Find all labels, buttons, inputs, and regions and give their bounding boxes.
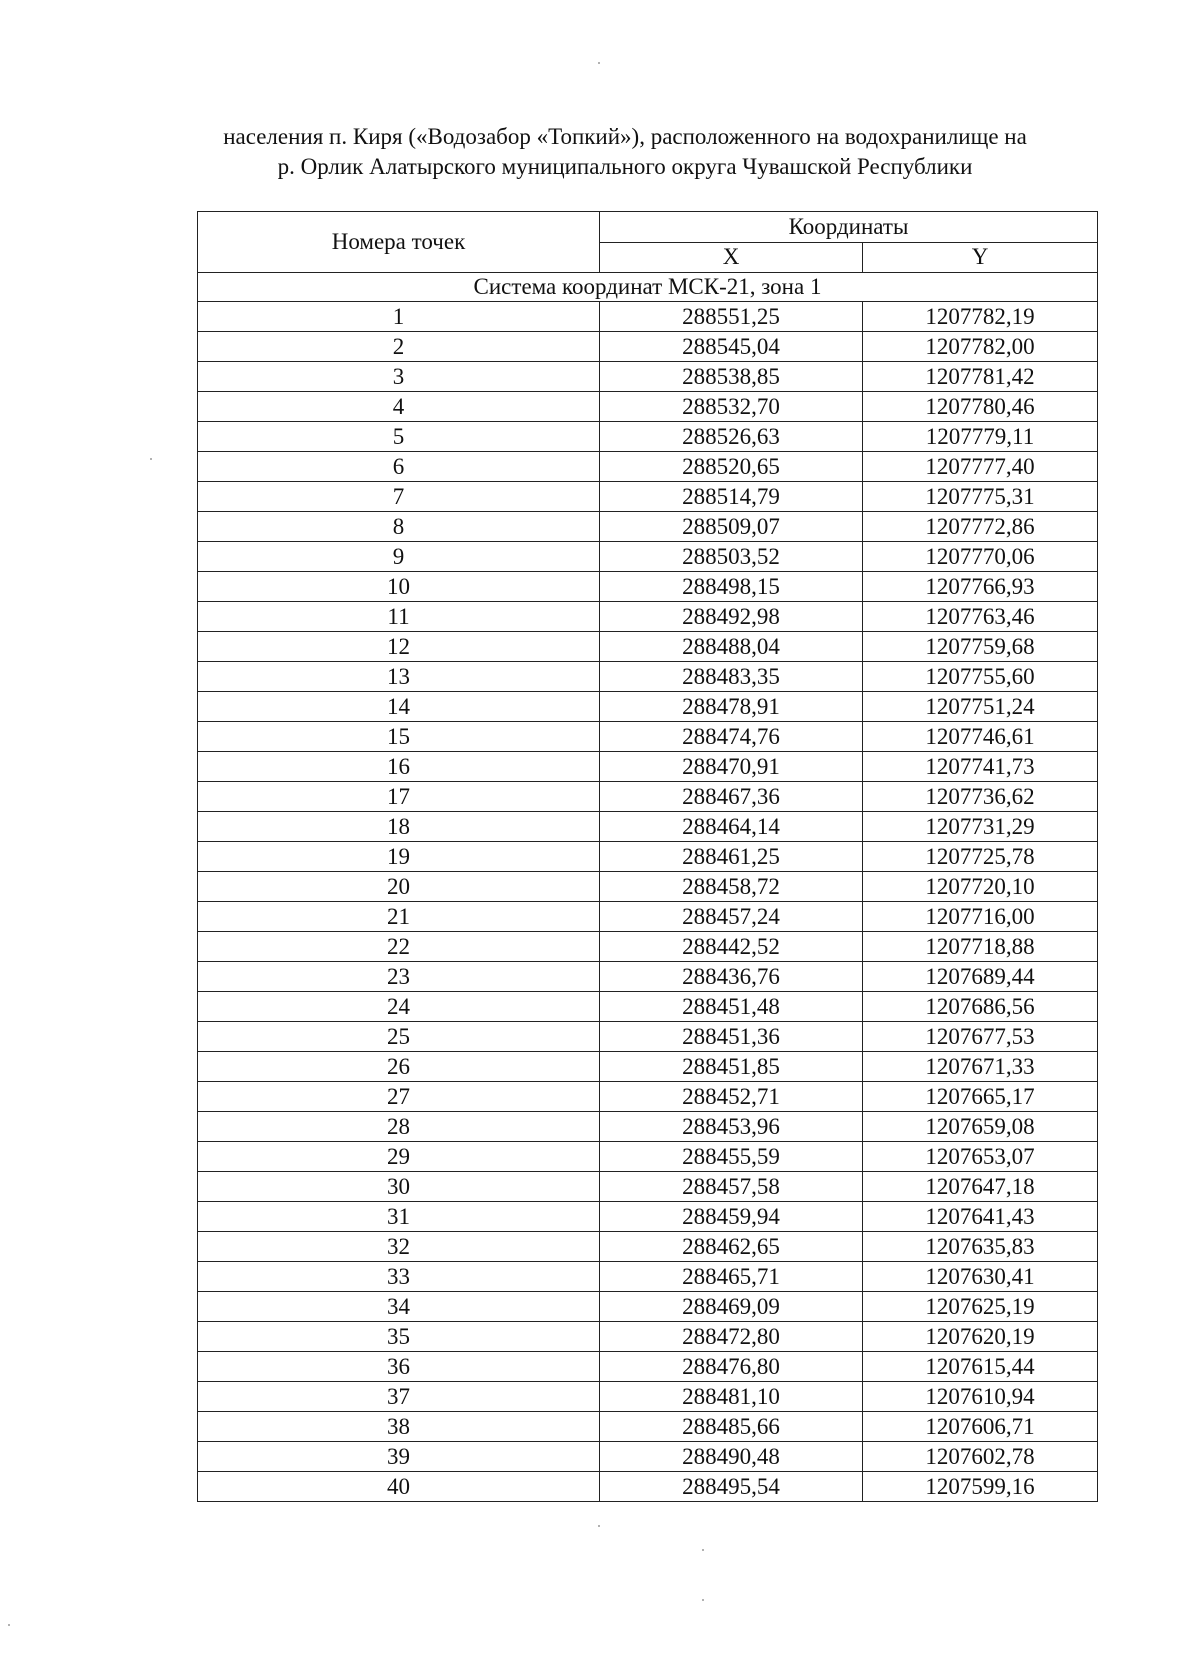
table-row bbox=[198, 662, 1098, 692]
header-point-numbers: Номера точек bbox=[198, 212, 600, 273]
table-row bbox=[198, 902, 1098, 932]
y-coordinate-cell: 1207782,19 bbox=[863, 302, 1098, 332]
y-coordinate-cell: 1207635,83 bbox=[863, 1232, 1098, 1262]
table-row bbox=[198, 1052, 1098, 1082]
header-row bbox=[198, 212, 1098, 243]
y-coordinate-cell: 1207653,07 bbox=[863, 1142, 1098, 1172]
point-number-cell: 32 bbox=[198, 1232, 600, 1262]
x-coordinate-cell: 288485,66 bbox=[600, 1412, 863, 1442]
y-coordinate-cell: 1207718,88 bbox=[863, 932, 1098, 962]
y-coordinate-cell: 1207625,19 bbox=[863, 1292, 1098, 1322]
x-coordinate-cell: 288453,96 bbox=[600, 1112, 863, 1142]
y-coordinate-cell: 1207716,00 bbox=[863, 902, 1098, 932]
x-coordinate-cell: 288498,15 bbox=[600, 572, 863, 602]
x-coordinate-cell: 288470,91 bbox=[600, 752, 863, 782]
x-coordinate-cell: 288526,63 bbox=[600, 422, 863, 452]
x-coordinate-cell: 288455,59 bbox=[600, 1142, 863, 1172]
table-row bbox=[198, 1352, 1098, 1382]
point-number-cell: 40 bbox=[198, 1472, 600, 1502]
table-row bbox=[198, 932, 1098, 962]
point-number-cell: 8 bbox=[198, 512, 600, 542]
table-row bbox=[198, 452, 1098, 482]
coordinates-table-body bbox=[198, 273, 1098, 1502]
y-coordinate-cell: 1207606,71 bbox=[863, 1412, 1098, 1442]
point-number-cell: 31 bbox=[198, 1202, 600, 1232]
x-coordinate-cell: 288472,80 bbox=[600, 1322, 863, 1352]
heading-line-1: населения п. Киря («Водозабор «Топкий»), расположенного на водохранилище на bbox=[223, 124, 1027, 149]
table-row bbox=[198, 992, 1098, 1022]
y-coordinate-cell: 1207647,18 bbox=[863, 1172, 1098, 1202]
point-number-cell: 19 bbox=[198, 842, 600, 872]
point-number-cell: 17 bbox=[198, 782, 600, 812]
table-row bbox=[198, 1202, 1098, 1232]
y-coordinate-cell: 1207741,73 bbox=[863, 752, 1098, 782]
point-number-cell: 27 bbox=[198, 1082, 600, 1112]
table-row bbox=[198, 1022, 1098, 1052]
table-row bbox=[198, 1382, 1098, 1412]
y-coordinate-cell: 1207659,08 bbox=[863, 1112, 1098, 1142]
scan-speck bbox=[598, 1525, 600, 1527]
x-coordinate-cell: 288551,25 bbox=[600, 302, 863, 332]
coordinate-system-label: Система координат МСК-21, зона 1 bbox=[198, 273, 1098, 302]
x-coordinate-cell: 288481,10 bbox=[600, 1382, 863, 1412]
y-coordinate-cell: 1207720,10 bbox=[863, 872, 1098, 902]
y-coordinate-cell: 1207686,56 bbox=[863, 992, 1098, 1022]
point-number-cell: 39 bbox=[198, 1442, 600, 1472]
x-coordinate-cell: 288451,36 bbox=[600, 1022, 863, 1052]
point-number-cell: 37 bbox=[198, 1382, 600, 1412]
y-coordinate-cell: 1207772,86 bbox=[863, 512, 1098, 542]
scan-speck bbox=[702, 1599, 704, 1601]
point-number-cell: 15 bbox=[198, 722, 600, 752]
y-coordinate-cell: 1207779,11 bbox=[863, 422, 1098, 452]
point-number-cell: 11 bbox=[198, 602, 600, 632]
point-number-cell: 1 bbox=[198, 302, 600, 332]
point-number-cell: 30 bbox=[198, 1172, 600, 1202]
x-coordinate-cell: 288452,71 bbox=[600, 1082, 863, 1112]
x-coordinate-cell: 288495,54 bbox=[600, 1472, 863, 1502]
table-row bbox=[198, 1262, 1098, 1292]
point-number-cell: 6 bbox=[198, 452, 600, 482]
point-number-cell: 26 bbox=[198, 1052, 600, 1082]
x-coordinate-cell: 288478,91 bbox=[600, 692, 863, 722]
y-coordinate-cell: 1207689,44 bbox=[863, 962, 1098, 992]
point-number-cell: 24 bbox=[198, 992, 600, 1022]
x-coordinate-cell: 288464,14 bbox=[600, 812, 863, 842]
point-number-cell: 18 bbox=[198, 812, 600, 842]
x-coordinate-cell: 288461,25 bbox=[600, 842, 863, 872]
y-coordinate-cell: 1207599,16 bbox=[863, 1472, 1098, 1502]
table-row bbox=[198, 872, 1098, 902]
point-number-cell: 21 bbox=[198, 902, 600, 932]
x-coordinate-cell: 288509,07 bbox=[600, 512, 863, 542]
header-coordinates: Координаты bbox=[600, 212, 1098, 243]
y-coordinate-cell: 1207665,17 bbox=[863, 1082, 1098, 1112]
system-row bbox=[198, 273, 1098, 302]
table-row bbox=[198, 392, 1098, 422]
x-coordinate-cell: 288467,36 bbox=[600, 782, 863, 812]
y-coordinate-cell: 1207641,43 bbox=[863, 1202, 1098, 1232]
point-number-cell: 13 bbox=[198, 662, 600, 692]
x-coordinate-cell: 288492,98 bbox=[600, 602, 863, 632]
y-coordinate-cell: 1207782,00 bbox=[863, 332, 1098, 362]
y-coordinate-cell: 1207615,44 bbox=[863, 1352, 1098, 1382]
y-coordinate-cell: 1207671,33 bbox=[863, 1052, 1098, 1082]
point-number-cell: 36 bbox=[198, 1352, 600, 1382]
heading-line-2: р. Орлик Алатырского муниципального округа Чувашской Республики bbox=[277, 154, 973, 179]
point-number-cell: 3 bbox=[198, 362, 600, 392]
table-row bbox=[198, 1322, 1098, 1352]
point-number-cell: 22 bbox=[198, 932, 600, 962]
x-coordinate-cell: 288545,04 bbox=[600, 332, 863, 362]
scan-speck bbox=[150, 458, 152, 460]
scan-speck bbox=[8, 1624, 10, 1626]
table-row bbox=[198, 962, 1098, 992]
document-heading bbox=[150, 122, 1100, 182]
x-coordinate-cell: 288538,85 bbox=[600, 362, 863, 392]
table-row bbox=[198, 1112, 1098, 1142]
table-row bbox=[198, 1412, 1098, 1442]
x-coordinate-cell: 288451,48 bbox=[600, 992, 863, 1022]
point-number-cell: 4 bbox=[198, 392, 600, 422]
point-number-cell: 33 bbox=[198, 1262, 600, 1292]
table-row bbox=[198, 752, 1098, 782]
y-coordinate-cell: 1207746,61 bbox=[863, 722, 1098, 752]
table-row bbox=[198, 512, 1098, 542]
y-coordinate-cell: 1207620,19 bbox=[863, 1322, 1098, 1352]
x-coordinate-cell: 288451,85 bbox=[600, 1052, 863, 1082]
point-number-cell: 38 bbox=[198, 1412, 600, 1442]
table-row bbox=[198, 572, 1098, 602]
table-row bbox=[198, 1232, 1098, 1262]
table-row bbox=[198, 482, 1098, 512]
y-coordinate-cell: 1207755,60 bbox=[863, 662, 1098, 692]
table-row bbox=[198, 692, 1098, 722]
table-row bbox=[198, 1442, 1098, 1472]
point-number-cell: 14 bbox=[198, 692, 600, 722]
y-coordinate-cell: 1207736,62 bbox=[863, 782, 1098, 812]
table-row bbox=[198, 1142, 1098, 1172]
x-coordinate-cell: 288459,94 bbox=[600, 1202, 863, 1232]
point-number-cell: 34 bbox=[198, 1292, 600, 1322]
x-coordinate-cell: 288458,72 bbox=[600, 872, 863, 902]
table-row bbox=[198, 422, 1098, 452]
point-number-cell: 7 bbox=[198, 482, 600, 512]
coordinates-table bbox=[197, 211, 1098, 1502]
point-number-cell: 12 bbox=[198, 632, 600, 662]
x-coordinate-cell: 288436,76 bbox=[600, 962, 863, 992]
x-coordinate-cell: 288503,52 bbox=[600, 542, 863, 572]
x-coordinate-cell: 288442,52 bbox=[600, 932, 863, 962]
y-coordinate-cell: 1207630,41 bbox=[863, 1262, 1098, 1292]
table-row bbox=[198, 782, 1098, 812]
table-row bbox=[198, 542, 1098, 572]
table-row bbox=[198, 722, 1098, 752]
point-number-cell: 16 bbox=[198, 752, 600, 782]
x-coordinate-cell: 288457,58 bbox=[600, 1172, 863, 1202]
y-coordinate-cell: 1207731,29 bbox=[863, 812, 1098, 842]
table-row bbox=[198, 332, 1098, 362]
y-coordinate-cell: 1207780,46 bbox=[863, 392, 1098, 422]
x-coordinate-cell: 288457,24 bbox=[600, 902, 863, 932]
y-coordinate-cell: 1207777,40 bbox=[863, 452, 1098, 482]
y-coordinate-cell: 1207751,24 bbox=[863, 692, 1098, 722]
coordinates-table-head bbox=[198, 212, 1098, 273]
y-coordinate-cell: 1207775,31 bbox=[863, 482, 1098, 512]
y-coordinate-cell: 1207677,53 bbox=[863, 1022, 1098, 1052]
y-coordinate-cell: 1207766,93 bbox=[863, 572, 1098, 602]
y-coordinate-cell: 1207610,94 bbox=[863, 1382, 1098, 1412]
table-row bbox=[198, 1172, 1098, 1202]
x-coordinate-cell: 288483,35 bbox=[600, 662, 863, 692]
point-number-cell: 29 bbox=[198, 1142, 600, 1172]
table-row bbox=[198, 1472, 1098, 1502]
x-coordinate-cell: 288462,65 bbox=[600, 1232, 863, 1262]
y-coordinate-cell: 1207759,68 bbox=[863, 632, 1098, 662]
x-coordinate-cell: 288514,79 bbox=[600, 482, 863, 512]
scan-speck bbox=[598, 62, 600, 64]
point-number-cell: 10 bbox=[198, 572, 600, 602]
table-row bbox=[198, 812, 1098, 842]
header-x: X bbox=[600, 242, 863, 273]
x-coordinate-cell: 288469,09 bbox=[600, 1292, 863, 1322]
point-number-cell: 35 bbox=[198, 1322, 600, 1352]
x-coordinate-cell: 288476,80 bbox=[600, 1352, 863, 1382]
table-row bbox=[198, 632, 1098, 662]
point-number-cell: 23 bbox=[198, 962, 600, 992]
y-coordinate-cell: 1207763,46 bbox=[863, 602, 1098, 632]
point-number-cell: 5 bbox=[198, 422, 600, 452]
y-coordinate-cell: 1207725,78 bbox=[863, 842, 1098, 872]
table-row bbox=[198, 842, 1098, 872]
y-coordinate-cell: 1207781,42 bbox=[863, 362, 1098, 392]
table-row bbox=[198, 1082, 1098, 1112]
table-row bbox=[198, 302, 1098, 332]
point-number-cell: 2 bbox=[198, 332, 600, 362]
header-y: Y bbox=[863, 242, 1098, 273]
x-coordinate-cell: 288465,71 bbox=[600, 1262, 863, 1292]
table-row bbox=[198, 362, 1098, 392]
x-coordinate-cell: 288532,70 bbox=[600, 392, 863, 422]
x-coordinate-cell: 288474,76 bbox=[600, 722, 863, 752]
x-coordinate-cell: 288490,48 bbox=[600, 1442, 863, 1472]
y-coordinate-cell: 1207602,78 bbox=[863, 1442, 1098, 1472]
point-number-cell: 28 bbox=[198, 1112, 600, 1142]
y-coordinate-cell: 1207770,06 bbox=[863, 542, 1098, 572]
table-row bbox=[198, 1292, 1098, 1322]
table-row bbox=[198, 602, 1098, 632]
point-number-cell: 9 bbox=[198, 542, 600, 572]
x-coordinate-cell: 288488,04 bbox=[600, 632, 863, 662]
scan-speck bbox=[702, 1549, 704, 1551]
point-number-cell: 20 bbox=[198, 872, 600, 902]
point-number-cell: 25 bbox=[198, 1022, 600, 1052]
x-coordinate-cell: 288520,65 bbox=[600, 452, 863, 482]
